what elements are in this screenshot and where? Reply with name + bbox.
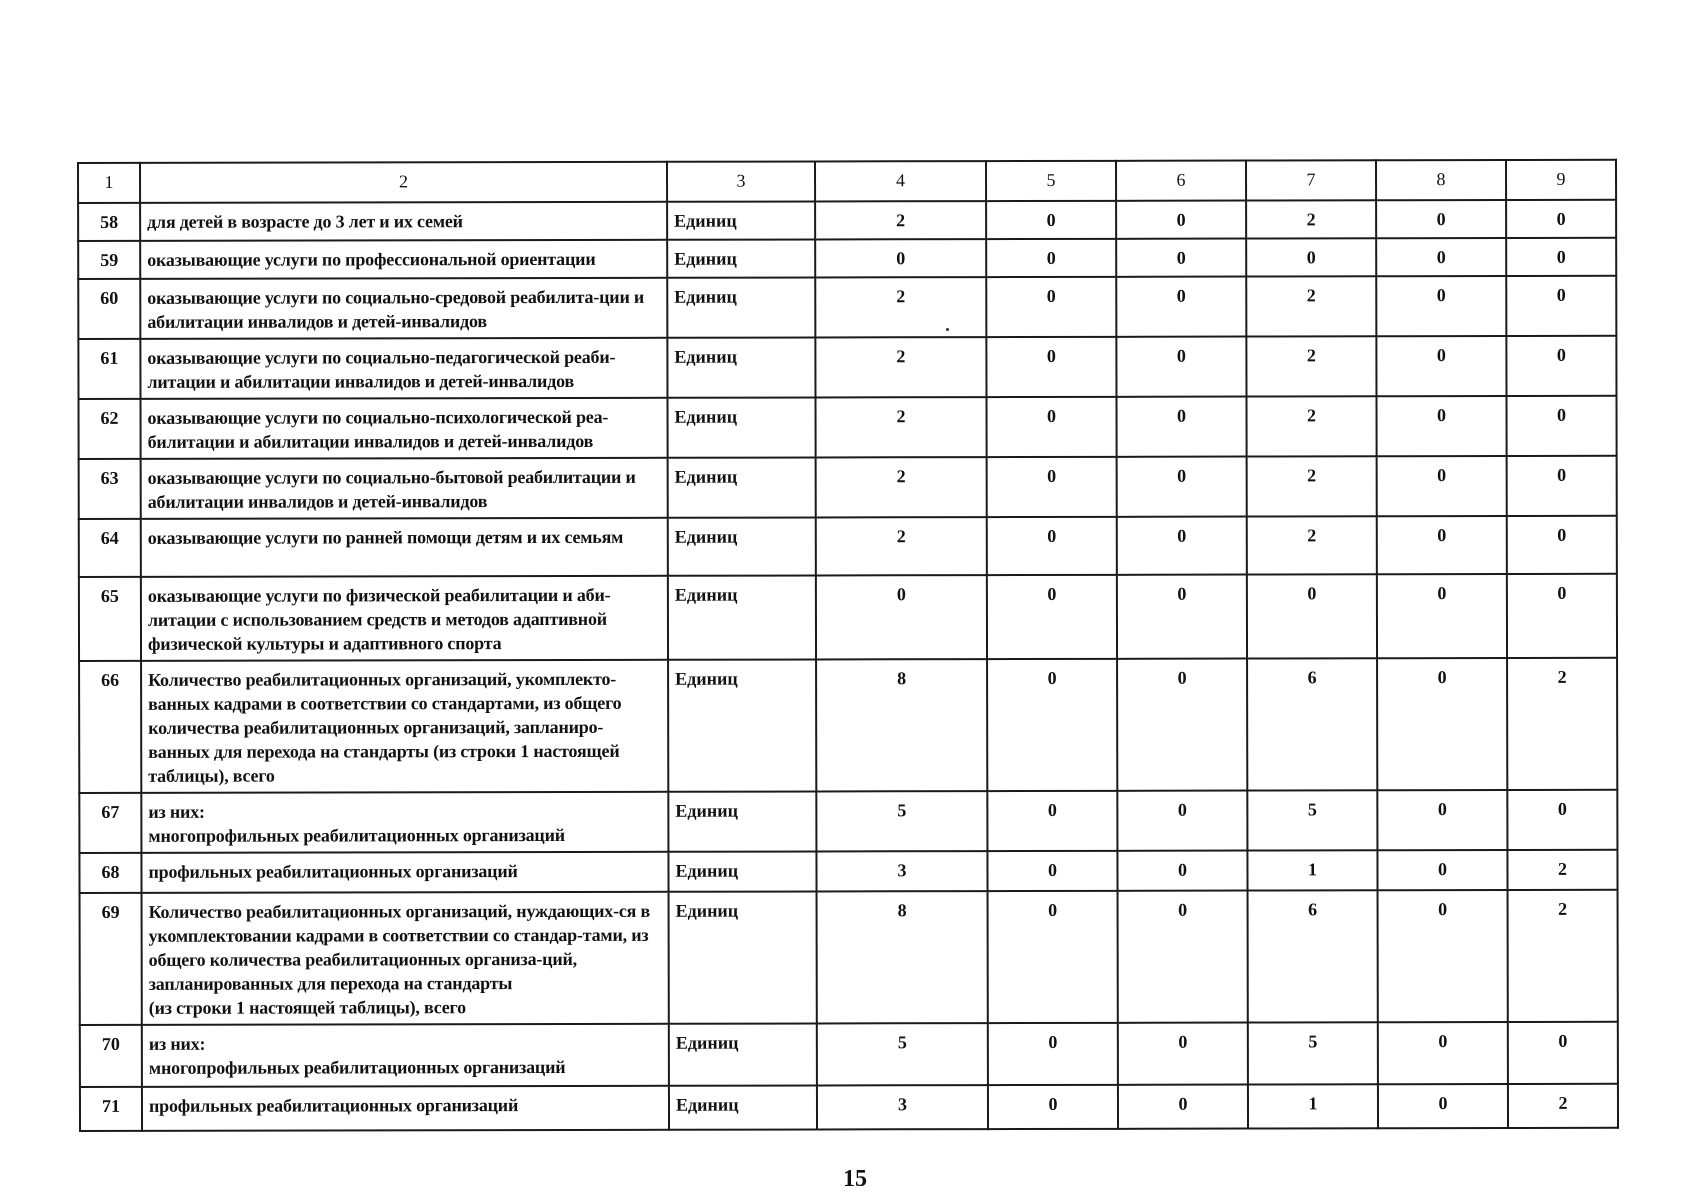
row-value-col-6: 0 — [1117, 575, 1247, 659]
row-number: 62 — [78, 399, 140, 459]
table-row — [79, 790, 1617, 853]
row-value-col-7: 2 — [1247, 516, 1377, 574]
row-description: Количество реабилитационных организаций, укомплекто-ванных кадрами в соответствии со стандартами, из общего количества реабилитационных организаций, запланиро-ванных для перехода на стандарты (из строки 1 настоящей таблицы), всего — [141, 660, 668, 793]
table-row — [80, 890, 1618, 1025]
row-value-col-8: 0 — [1378, 1084, 1508, 1128]
row-value-col-5: 0 — [988, 891, 1118, 1023]
row-value-col-9: 2 — [1508, 1084, 1618, 1128]
row-value-col-7: 2 — [1247, 456, 1377, 516]
row-value-col-4: 5 — [817, 1023, 988, 1085]
header-cell-4: 4 — [815, 161, 986, 201]
header-cell-3: 3 — [667, 161, 815, 201]
row-value-col-8: 0 — [1376, 200, 1506, 238]
row-value-col-8: 0 — [1378, 890, 1508, 1022]
row-value-col-5: 0 — [987, 517, 1117, 575]
row-value-col-9: 0 — [1506, 396, 1616, 456]
row-value-col-8: 0 — [1377, 574, 1507, 658]
row-number: 71 — [80, 1087, 142, 1131]
row-unit: Единиц — [667, 277, 815, 337]
row-unit: Единиц — [667, 201, 815, 239]
table-header-row — [78, 160, 1616, 203]
row-value-col-6: 0 — [1117, 659, 1247, 791]
row-value-col-8: 0 — [1377, 516, 1507, 574]
row-value-col-7: 5 — [1247, 790, 1377, 850]
row-unit: Единиц — [668, 575, 816, 659]
row-value-col-7: 6 — [1248, 890, 1378, 1022]
row-unit: Единиц — [668, 517, 816, 575]
row-value-col-6: 0 — [1118, 1085, 1248, 1129]
row-description: оказывающие услуги по социально-педагогической реаби-литации и абилитации инвалидов и детей-инвалидов — [140, 338, 667, 399]
table-row — [79, 574, 1617, 661]
row-value-col-5: 0 — [988, 1085, 1118, 1129]
header-cell-5: 5 — [986, 161, 1116, 201]
row-value-col-6: 0 — [1117, 457, 1247, 517]
row-value-col-6: 0 — [1116, 397, 1246, 457]
row-value-col-6: 0 — [1118, 1023, 1248, 1085]
row-value-col-5: 0 — [987, 851, 1117, 891]
row-number: 67 — [79, 793, 141, 853]
row-value-col-4: 5 — [816, 791, 987, 851]
row-unit: Единиц — [667, 337, 815, 397]
row-value-col-5: 0 — [986, 201, 1116, 239]
row-value-col-7: 1 — [1248, 1084, 1378, 1128]
row-value-col-9: 2 — [1507, 658, 1617, 790]
row-value-col-9: 0 — [1508, 1022, 1618, 1084]
row-unit: Единиц — [667, 239, 815, 277]
row-number: 63 — [79, 459, 141, 519]
row-value-col-6: 0 — [1116, 337, 1246, 397]
row-number: 64 — [79, 519, 141, 577]
table-row — [80, 1084, 1618, 1131]
row-number: 60 — [78, 279, 140, 339]
row-value-col-9: 0 — [1507, 456, 1617, 516]
row-value-col-6: 0 — [1116, 277, 1246, 337]
row-unit: Единиц — [668, 659, 816, 791]
row-unit: Единиц — [669, 1023, 817, 1085]
header-cell-8: 8 — [1376, 160, 1506, 200]
header-cell-6: 6 — [1116, 161, 1246, 201]
row-value-col-5: 0 — [987, 575, 1117, 659]
row-description: из них: многопрофильных реабилитационных организаций — [142, 1024, 669, 1087]
row-value-col-4: 2 — [815, 201, 986, 239]
row-value-col-7: 2 — [1246, 336, 1376, 396]
row-number: 61 — [78, 339, 140, 399]
row-number: 69 — [80, 893, 142, 1025]
row-description: оказывающие услуги по социально-средовой реабилита-ции и абилитации инвалидов и детей-инвалидов — [140, 278, 667, 339]
row-description: для детей в возрасте до 3 лет и их семей — [140, 202, 667, 241]
row-value-col-4: 3 — [816, 851, 987, 891]
row-value-col-4: 2 — [815, 277, 986, 337]
row-value-col-5: 0 — [987, 659, 1117, 791]
row-value-col-8: 0 — [1377, 658, 1507, 790]
row-value-col-9: 0 — [1507, 574, 1617, 658]
row-value-col-6: 0 — [1117, 851, 1247, 891]
row-number: 65 — [79, 577, 141, 661]
row-value-col-8: 0 — [1376, 276, 1506, 336]
page-number: 15 — [843, 1166, 867, 1192]
row-value-col-9: 2 — [1507, 850, 1617, 890]
table-row — [79, 850, 1617, 893]
row-description: Количество реабилитационных организаций, нуждающих-ся в укомплектовании кадрами в соответствии со стандар-тами, из общего количества реабилитационных организа-ций, запланированных для перехода на стандарты (из строки 1 настоящей таблицы), всего — [142, 892, 669, 1025]
row-value-col-4: 2 — [815, 397, 986, 457]
row-value-col-5: 0 — [987, 457, 1117, 517]
row-description: оказывающие услуги по социально-психологической реа-билитации и абилитации инвалидов и детей-инвалидов — [140, 398, 667, 459]
table-row — [78, 336, 1616, 399]
row-unit: Единиц — [668, 851, 816, 891]
row-value-col-5: 0 — [986, 239, 1116, 277]
table-row — [78, 200, 1616, 241]
row-unit: Единиц — [669, 891, 817, 1023]
row-value-col-6: 0 — [1117, 517, 1247, 575]
table-row — [79, 456, 1617, 519]
table-row — [80, 1022, 1618, 1087]
row-value-col-6: 0 — [1117, 791, 1247, 851]
row-description: из них: многопрофильных реабилитационных организаций — [141, 792, 668, 853]
row-value-col-5: 0 — [987, 791, 1117, 851]
row-value-col-5: 0 — [986, 277, 1116, 337]
header-cell-2: 2 — [140, 162, 667, 203]
table-row — [78, 238, 1616, 279]
row-value-col-5: 0 — [986, 397, 1116, 457]
row-value-col-9: 0 — [1506, 238, 1616, 276]
row-value-col-9: 0 — [1506, 200, 1616, 238]
row-number: 58 — [78, 203, 140, 241]
row-value-col-4: 3 — [817, 1085, 988, 1129]
row-unit: Единиц — [667, 397, 815, 457]
row-value-col-4: 8 — [816, 659, 987, 791]
header-cell-1: 1 — [78, 163, 140, 203]
row-number: 59 — [78, 241, 140, 279]
row-value-col-9: 0 — [1507, 790, 1617, 850]
table-body — [78, 160, 1618, 1131]
row-value-col-9: 0 — [1506, 336, 1616, 396]
row-description: оказывающие услуги по профессиональной ориентации — [140, 240, 667, 279]
row-value-col-7: 1 — [1247, 850, 1377, 890]
row-value-col-6: 0 — [1118, 891, 1248, 1023]
row-value-col-8: 0 — [1377, 850, 1507, 890]
row-value-col-4: 2 — [816, 457, 987, 517]
table-row — [79, 658, 1617, 793]
row-number: 68 — [79, 853, 141, 893]
table-row — [79, 516, 1617, 577]
row-value-col-9: 2 — [1508, 890, 1618, 1022]
row-description: оказывающие услуги по физической реабилитации и аби-литации с использованием средств и методов адаптивной физической культуры и адаптивного спорта — [141, 576, 668, 661]
scan-speck — [946, 328, 949, 331]
row-unit: Единиц — [668, 457, 816, 517]
row-number: 70 — [80, 1025, 142, 1087]
row-description: профильных реабилитационных организаций — [142, 1086, 669, 1131]
row-number: 66 — [79, 661, 141, 793]
row-value-col-9: 0 — [1507, 516, 1617, 574]
row-unit: Единиц — [669, 1085, 817, 1129]
data-table — [77, 159, 1619, 1132]
row-description: оказывающие услуги по ранней помощи детям и их семьям — [141, 518, 668, 577]
row-value-col-6: 0 — [1116, 201, 1246, 239]
header-cell-7: 7 — [1246, 160, 1376, 200]
row-value-col-4: 0 — [815, 239, 986, 277]
row-value-col-4: 2 — [815, 337, 986, 397]
table-row — [78, 276, 1616, 339]
table-row — [78, 396, 1616, 459]
row-value-col-4: 8 — [817, 891, 988, 1023]
header-cell-9: 9 — [1506, 160, 1616, 200]
row-value-col-8: 0 — [1376, 336, 1506, 396]
row-value-col-5: 0 — [988, 1023, 1118, 1085]
row-unit: Единиц — [668, 791, 816, 851]
row-value-col-7: 0 — [1247, 574, 1377, 658]
row-value-col-8: 0 — [1377, 790, 1507, 850]
row-value-col-8: 0 — [1376, 238, 1506, 276]
row-value-col-7: 5 — [1248, 1022, 1378, 1084]
row-value-col-8: 0 — [1378, 1022, 1508, 1084]
row-value-col-8: 0 — [1377, 456, 1507, 516]
row-description: профильных реабилитационных организаций — [141, 852, 668, 893]
row-description: оказывающие услуги по социально-бытовой реабилитации и абилитации инвалидов и детей-инвалидов — [141, 458, 668, 519]
row-value-col-5: 0 — [986, 337, 1116, 397]
row-value-col-8: 0 — [1376, 396, 1506, 456]
row-value-col-4: 0 — [816, 575, 987, 659]
row-value-col-7: 2 — [1246, 276, 1376, 336]
row-value-col-7: 2 — [1246, 396, 1376, 456]
row-value-col-7: 6 — [1247, 658, 1377, 790]
row-value-col-9: 0 — [1506, 276, 1616, 336]
row-value-col-4: 2 — [816, 517, 987, 575]
row-value-col-6: 0 — [1116, 239, 1246, 277]
row-value-col-7: 2 — [1246, 200, 1376, 238]
row-value-col-7: 0 — [1246, 238, 1376, 276]
